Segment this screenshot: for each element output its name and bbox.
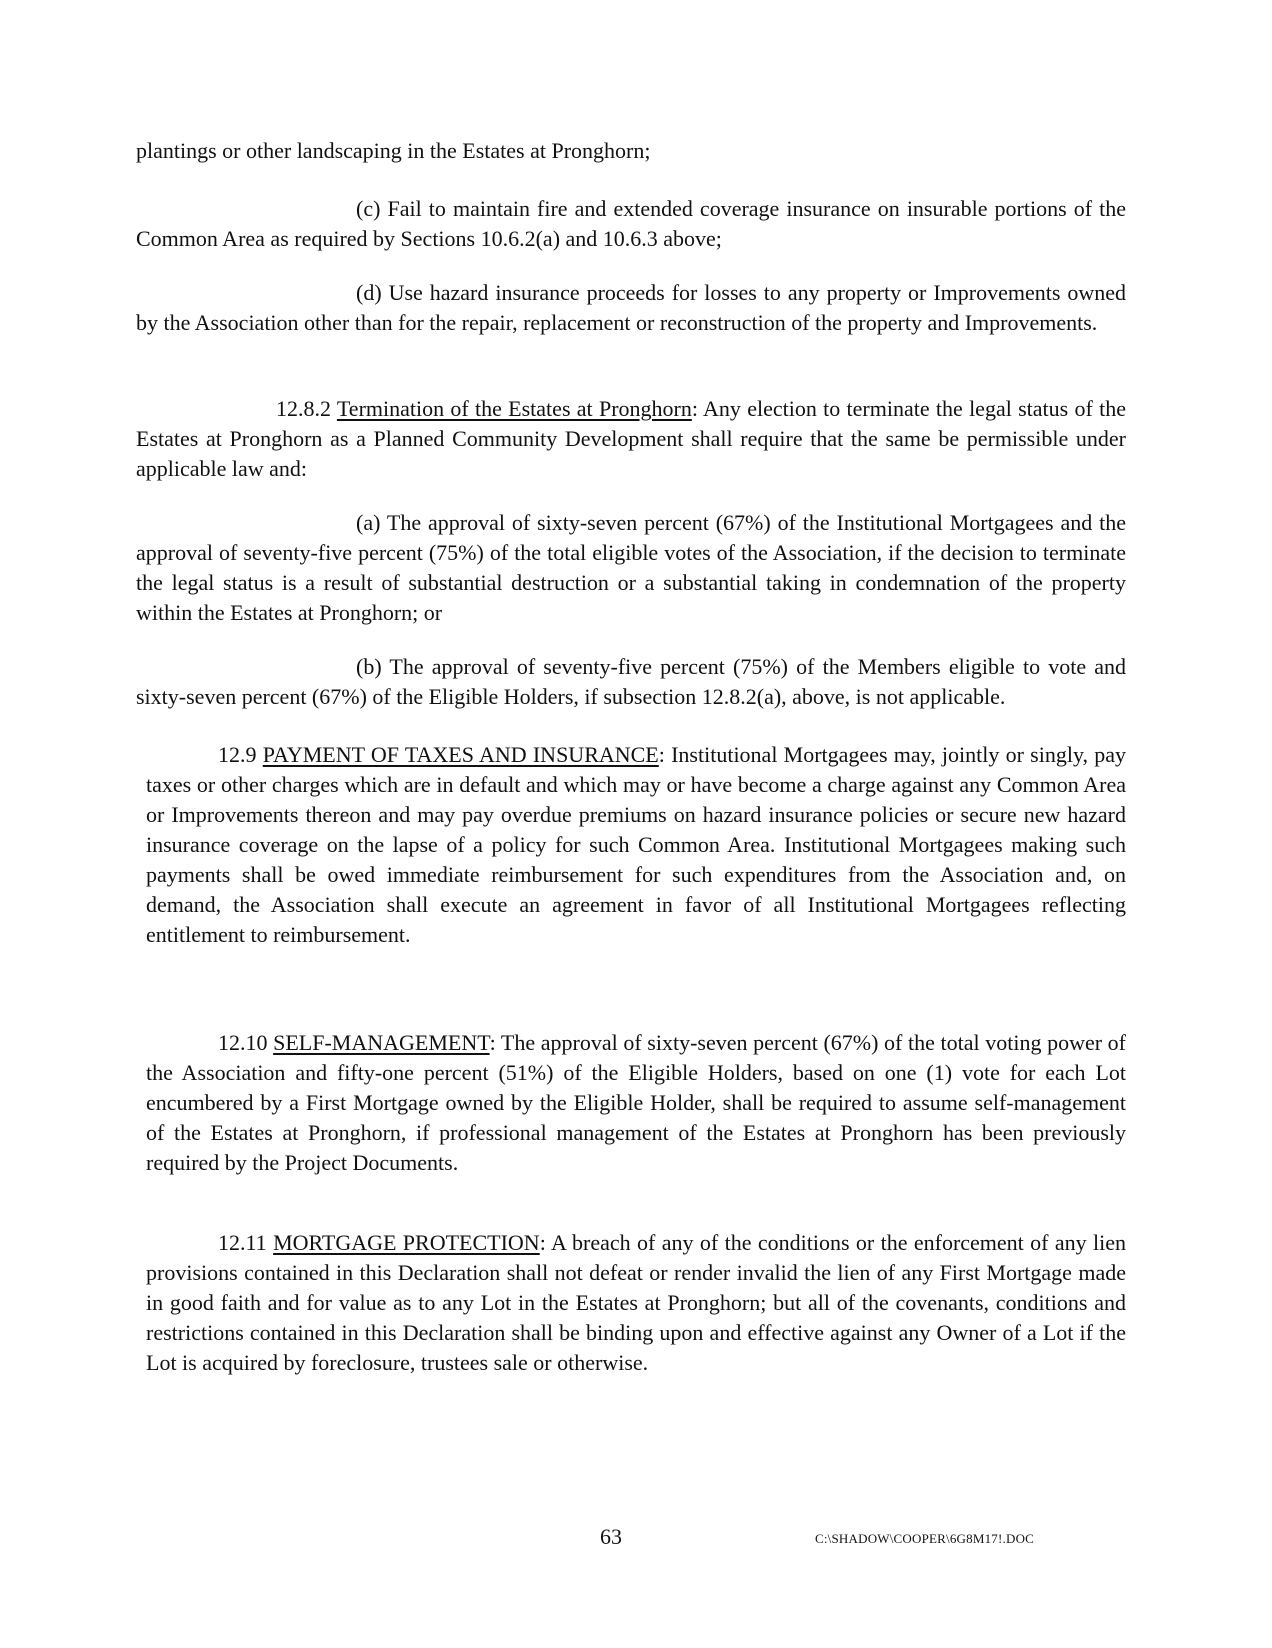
section-number: 12.11	[218, 1230, 267, 1255]
paragraph-subsection-c	[136, 194, 1126, 254]
paragraph-text: : Any election to terminate the legal status of the Estates at Pronghorn as a Planned Community Development shall require that the same be permissible under applicable law and:	[136, 396, 1127, 481]
paragraph-subsection-b	[136, 652, 1126, 712]
paragraph-subsection-d	[136, 278, 1126, 338]
section-heading: SELF-MANAGEMENT	[273, 1030, 490, 1055]
paragraph-text: plantings or other landscaping in the Estates at Pronghorn;	[136, 138, 651, 163]
section-heading: MORTGAGE PROTECTION	[273, 1230, 540, 1255]
paragraph-text: : The approval of sixty-seven percent (67%) of the total voting power of the Association and fifty-one percent (51%) of the Eligible Holders, based on one (1) vote for each Lot encumbered by a First Mortgage owned by the Eligible Holder, shall be required to assume self-management of the Estates at Pronghorn, if professional management of the Estates at Pronghorn has been previously required by the Project Documents.	[146, 1030, 1126, 1175]
paragraph-text: : A breach of any of the conditions or the enforcement of any lien provisions contained in this Declaration shall not defeat or render invalid the lien of any First Mortgage made in good faith and for value as to any Lot in the Estates at Pronghorn; but all of the covenants, conditions and restrictions contained in this Declaration shall be binding upon and effective against any Owner of a Lot if the Lot is acquired by foreclosure, trustees sale or otherwise.	[146, 1230, 1127, 1375]
section-heading: Termination of the Estates at Pronghorn	[336, 396, 692, 421]
section-number: 12.10	[218, 1030, 268, 1055]
paragraph-text: (b) The approval of seventy-five percent (75%) of the Members eligible to vote and sixty-seven percent (67%) of the Eligible Holders, if subsection 12.8.2(a), above, is not applicable.	[136, 654, 1126, 709]
section-12-8-2	[136, 394, 1126, 484]
paragraph-continuation	[136, 136, 1126, 166]
section-12-10	[146, 1028, 1126, 1178]
file-path-footer: C:\SHADOW\COOPER\6G8M17!.DOC	[815, 1531, 1035, 1546]
paragraph-text: (a) The approval of sixty-seven percent (67%) of the Institutional Mortgagees and the approval of seventy-five percent (75%) of the total eligible votes of the Association, if the decision to terminate the legal status is a result of substantial destruction or a substantial taking in condemnation of the property within the Estates at Pronghorn; or	[136, 510, 1126, 625]
paragraph-text: (c) Fail to maintain fire and extended coverage insurance on insurable portions of the Common Area as required by Sections 10.6.2(a) and 10.6.3 above;	[136, 196, 1126, 251]
paragraph-text: (d) Use hazard insurance proceeds for losses to any property or Improvements owned by the Association other than for the repair, replacement or reconstruction of the property and Improvements.	[136, 280, 1126, 335]
page-number: 63	[600, 1524, 622, 1549]
paragraph-subsection-a	[136, 508, 1126, 628]
section-number: 12.9	[218, 742, 257, 767]
section-12-11	[146, 1228, 1126, 1378]
section-heading: PAYMENT OF TAXES AND INSURANCE	[262, 742, 659, 767]
section-12-9	[146, 740, 1126, 950]
paragraph-text: : Institutional Mortgagees may, jointly or singly, pay taxes or other charges which are in default and which may or have become a charge against any Common Area or Improvements thereon and may pay overdue premiums on hazard insurance policies or secure new hazard insurance coverage on the lapse of a policy for such Common Area. Institutional Mortgagees making such payments shall be owed immediate reimbursement for such expenditures from the Association and, on demand, the Association shall execute an agreement in favor of all Institutional Mortgagees reflecting entitlement to reimbursement.	[146, 742, 1127, 947]
section-number: 12.8.2	[276, 396, 331, 421]
